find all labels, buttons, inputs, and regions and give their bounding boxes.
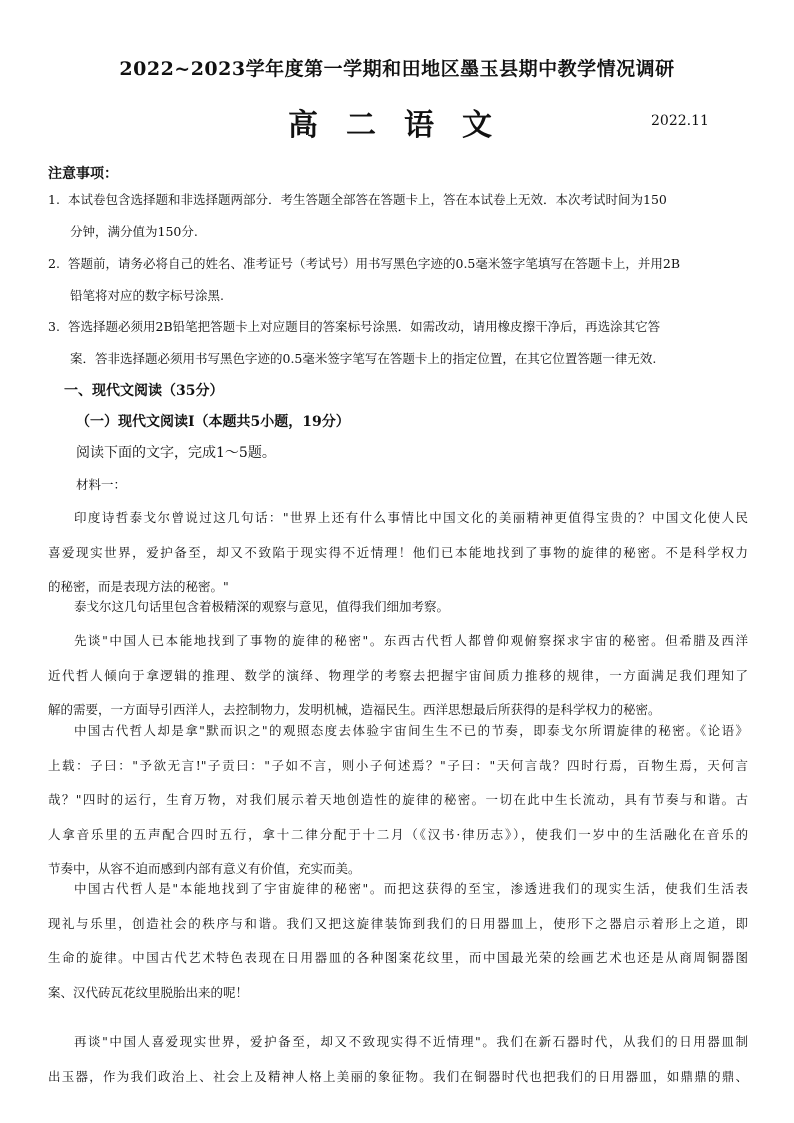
paragraph-line: 哉？"四时的运行，生育万物，对我们展示着天地创造性的旋律的秘密。一切在此中生长流动，具有节奏与和谐。古 (48, 792, 748, 807)
paragraph-line: 中国古代哲人是"本能地找到了宇宙旋律的秘密"。而把这获得的至宝，渗透进我们的现实生活，使我们生活表 (74, 881, 748, 896)
subsection-heading: （一）现代文阅读Ⅰ（本题共5小题，19分） (76, 414, 350, 430)
paragraph-line: 喜爱现实世界，爱护备至，却又不致陷于现实得不近情理！他们已本能地找到了事物的旋律的秘密。不是科学权力 (48, 544, 748, 560)
paragraph-line: 解的需要，一方面导引西洋人，去控制物力，发明机械，造福民生。西洋思想最后所获得的是科学权力的秘密。 (48, 702, 661, 717)
paragraph-6 (48, 1025, 748, 1094)
exam-title: 2022~2023学年度第一学期和田地区墨玉县期中教学情况调研 (119, 58, 675, 80)
paragraph-line: 上载：子曰："予欲无言!"子贡曰："子如不言，则小子何述焉？"子曰："天何言哉？四时行焉，百物生焉，天何言 (48, 757, 748, 773)
section-heading: 一、现代文阅读（35分） (64, 383, 224, 399)
paragraph-3 (48, 624, 748, 728)
paragraph-5 (48, 872, 748, 1010)
paragraph-line: 节奏中，从容不迫而感到内部有意义有价值，充实而美。 (48, 861, 361, 876)
notice-item-number: 3. (48, 319, 60, 334)
material-label: 材料一： (76, 477, 127, 492)
paragraph-line: 中国古代哲人却是拿"默而识之"的观照态度去体验宇宙间生生不已的节奏，即泰戈尔所谓旋律的秘密。《论语》 (74, 723, 748, 738)
notice-item-line: 分钟，满分值为150分. (70, 224, 198, 239)
paragraph-line: 生命的旋律。中国古代艺术特色表现在日用器皿的各种图案花纹里，而中国最光荣的绘画艺术也还是从商周铜器图 (48, 950, 748, 965)
notice-item-2 (48, 248, 748, 312)
paragraph-line: 案、汉代砖瓦花纹里脱胎出来的呢！ (48, 984, 249, 1000)
paragraph-line: 先谈"中国人已本能地找到了事物的旋律的秘密"。东西古代哲人都曾仰观俯察探求宇宙的秘密。但希腊及西洋 (74, 633, 748, 648)
reading-instruction: 阅读下面的文字，完成1～5题。 (76, 445, 276, 461)
notice-item-1 (48, 184, 748, 248)
paragraph-line: 现礼与乐里，创造社会的秩序与和谐。我们又把这旋律装饰到我们的日用器皿上，使形下之器启示着形上之道，即 (48, 915, 748, 931)
paragraph-line: 近代哲人倾向于拿逻辑的推理、数学的演绎、物理学的考察去把握宇宙间质力推移的规律，一方面满足我们理知了 (48, 667, 748, 683)
paragraph-line: 印度诗哲泰戈尔曾说过这几句话："世界上还有什么事情比中国文化的美丽精神更值得宝贵的？中国文化使人民 (74, 510, 748, 525)
paragraph-line: 的秘密，而是表现方法的秘密。" (48, 579, 229, 594)
paragraph-line: 出玉器，作为我们政治上、社会上及精神人格上美丽的象征物。我们在铜器时代也把我们的日用器皿，如鼎鼎的鼎、 (48, 1068, 748, 1084)
paragraph-line: 再谈"中国人喜爱现实世界，爱护备至，却又不致现实得不近情理"。我们在新石器时代，从我们的日用器皿制 (74, 1034, 748, 1049)
paragraph-line: 人拿音乐里的五声配合四时五行，拿十二律分配于十二月（《汉书·律历志》），使我们一岁中的生活融化在音乐的 (48, 826, 748, 842)
notice-item-number: 1. (48, 192, 60, 207)
notice-item-line: 答选择题必须用2B铅笔把答题卡上对应题目的答案标号涂黑．如需改动，请用橡皮擦干净后，再选涂其它答 (68, 319, 661, 334)
paragraph-4 (48, 714, 748, 887)
notice-item-line: 答题前，请务必将自己的姓名、准考证号（考试号）用书写黑色字迹的0.5毫米签字笔填写在答题卡上，并用2B (68, 256, 681, 271)
subject-title: 高二语文 (288, 108, 520, 143)
exam-date: 2022.11 (651, 113, 709, 129)
notice-item-number: 2. (48, 256, 60, 271)
paragraph-2 (48, 590, 748, 625)
notice-item-line: 案．答非选择题必须用书写黑色字迹的0.5毫米签字笔写在答题卡上的指定位置，在其它位置答题一律无效. (70, 351, 657, 366)
paragraph-line: 泰戈尔这几句话里包含着极精深的观察与意见，值得我们细加考察。 (74, 599, 450, 614)
notice-item-line: 铅笔将对应的数字标号涂黑. (70, 288, 224, 303)
notice-item-line: 本试卷包含选择题和非选择题两部分．考生答题全部答在答题卡上，答在本试卷上无效．本次考试时间为150 (68, 192, 667, 207)
notice-title: 注意事项： (48, 166, 118, 182)
paragraph-1 (48, 501, 748, 605)
notice-item-3 (48, 311, 748, 375)
